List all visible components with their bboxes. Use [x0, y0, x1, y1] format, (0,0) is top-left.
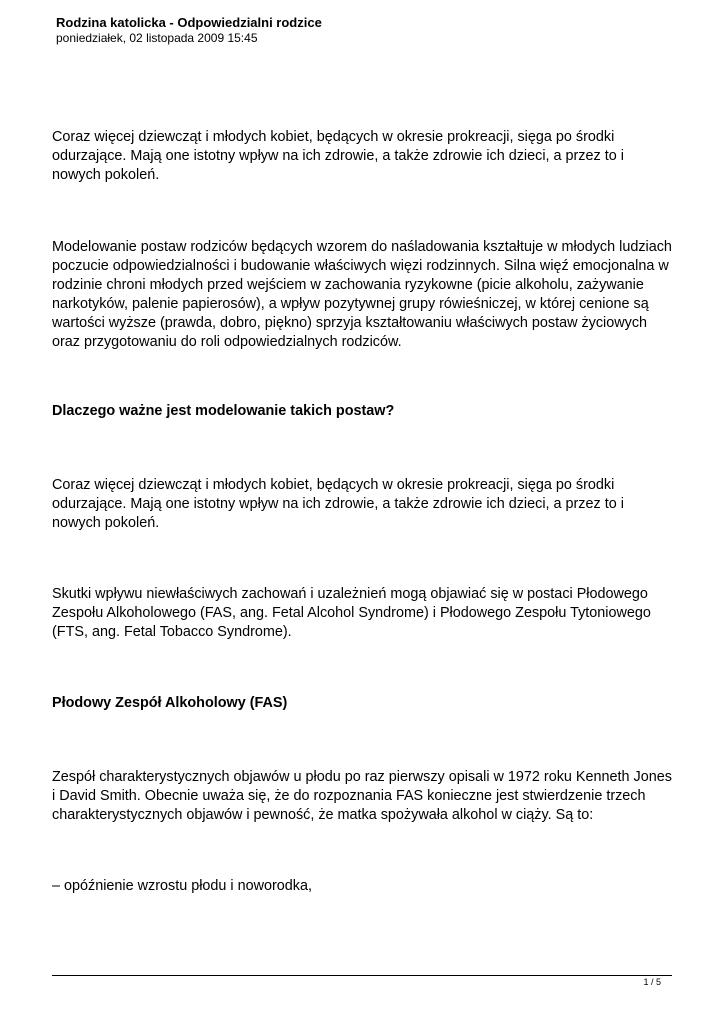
paragraph-modeling: Modelowanie postaw rodziców będących wzorem do naśladowania kształtuje w młodych ludziach poczucie odpowiedzialności i budowanie właściwych więzi rodzinnych. Silna więź emocjonalna w rodzinie chroni młodych przed wejściem w zachowania ryzykowne (picie alkoholu, zażywanie narkotyków, palenie papierosów), a wpływ pozytywnej grupy rówieśniczej, w której cenione są wartości wyższe (prawda, dobro, piękno) sprzyja kształtowaniu właściwych postaw życiowych oraz przygotowaniu do roli odpowiedzialnych rodziców.	[52, 239, 672, 350]
footer-divider	[52, 975, 672, 976]
paragraph-fas-description: Zespół charakterystycznych objawów u płodu po raz pierwszy opisali w 1972 roku Kenneth Jones i David Smith. Obecnie uważa się, że do rozpoznania FAS konieczne jest stwierdzenie trzech charakterystycznych objawów i pewność, że matka spożywała alkohol w ciąży. Są to:	[52, 769, 672, 823]
paragraph-intro-repeat: Coraz więcej dziewcząt i młodych kobiet, będących w okresie prokreacji, sięga po środki odurzające. Mają one istotny wpływ na ich zdrowie, a także zdrowie ich dzieci, a przez to i nowych pokoleń.	[52, 477, 624, 531]
list-item-growth-delay: – opóźnienie wzrostu płodu i noworodka,	[52, 878, 312, 894]
section-heading-fas: Płodowy Zespół Alkoholowy (FAS)	[52, 695, 288, 711]
page-number: 1 / 5	[643, 977, 661, 987]
section-heading-why: Dlaczego ważne jest modelowanie takich postaw?	[52, 403, 395, 419]
document-title: Rodzina katolicka - Odpowiedzialni rodzice	[56, 15, 322, 30]
page-header	[56, 14, 676, 46]
paragraph-effects: Skutki wpływu niewłaściwych zachowań i uzależnień mogą objawiać się w postaci Płodowego Zespołu Alkoholowego (FAS, ang. Fetal Alcohol Syndrome) i Płodowego Zespołu Tytoniowego (FTS, ang. Fetal Tobacco Syndrome).	[52, 586, 651, 640]
paragraph-intro: Coraz więcej dziewcząt i młodych kobiet, będących w okresie prokreacji, sięga po środki odurzające. Mają one istotny wpływ na ich zdrowie, a także zdrowie ich dzieci, a przez to i nowych pokoleń.	[52, 129, 624, 183]
document-date: poniedziałek, 02 listopada 2009 15:45	[56, 31, 258, 45]
